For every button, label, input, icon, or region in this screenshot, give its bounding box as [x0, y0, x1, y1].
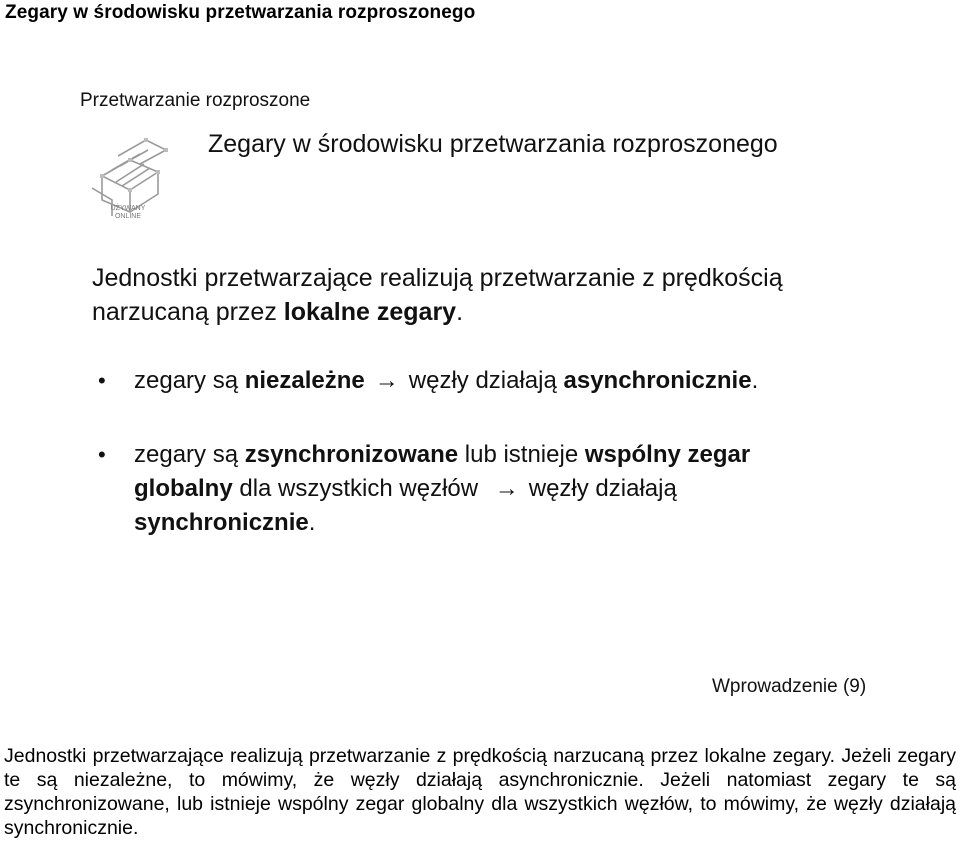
- page-title: Zegary w środowisku przetwarzania rozproszonego: [5, 2, 476, 23]
- bullet-asynchronous: • zegary są niezależne → węzły działają asynchronicznie.: [98, 364, 838, 398]
- arrow-right-icon: →: [494, 475, 519, 502]
- bullet-synchronous: • zegary są zsynchronizowane lub istnieje wspólny zegar globalny dla wszystkich węzłów → węzły działają synchronicznie.: [98, 438, 838, 540]
- bullet-dot-icon: •: [98, 368, 106, 393]
- arrow-right-icon: →: [374, 367, 399, 394]
- slide-intro-text: Jednostki przetwarzające realizują przetwarzanie z prędkością narzucaną przez lokalne zegary.: [92, 264, 783, 326]
- slide-section-label: Przetwarzanie rozproszone: [80, 90, 311, 111]
- slide-image: [62, 78, 902, 718]
- bullet-dot-icon: •: [98, 442, 106, 467]
- slide-footer: Wprowadzenie (9): [712, 676, 867, 697]
- logo-caption: UŻYWANY ONLINE: [110, 205, 146, 220]
- caption-text: Jednostki przetwarzające realizują przetwarzanie z prędkością narzucaną przez lokalne zegary. Jeżeli zegary te są niezależne, to mówimy, że węzły działają asynchronicznie. Jeżeli natomiast zegary te są zsynchronizowane, lub istnieje wspólny zegar globalny dla wszystkich węzłów, to mówimy, że węzły działają synchronicznie.: [4, 745, 956, 839]
- slide-title: Zegary w środowisku przetwarzania rozproszonego: [208, 130, 778, 158]
